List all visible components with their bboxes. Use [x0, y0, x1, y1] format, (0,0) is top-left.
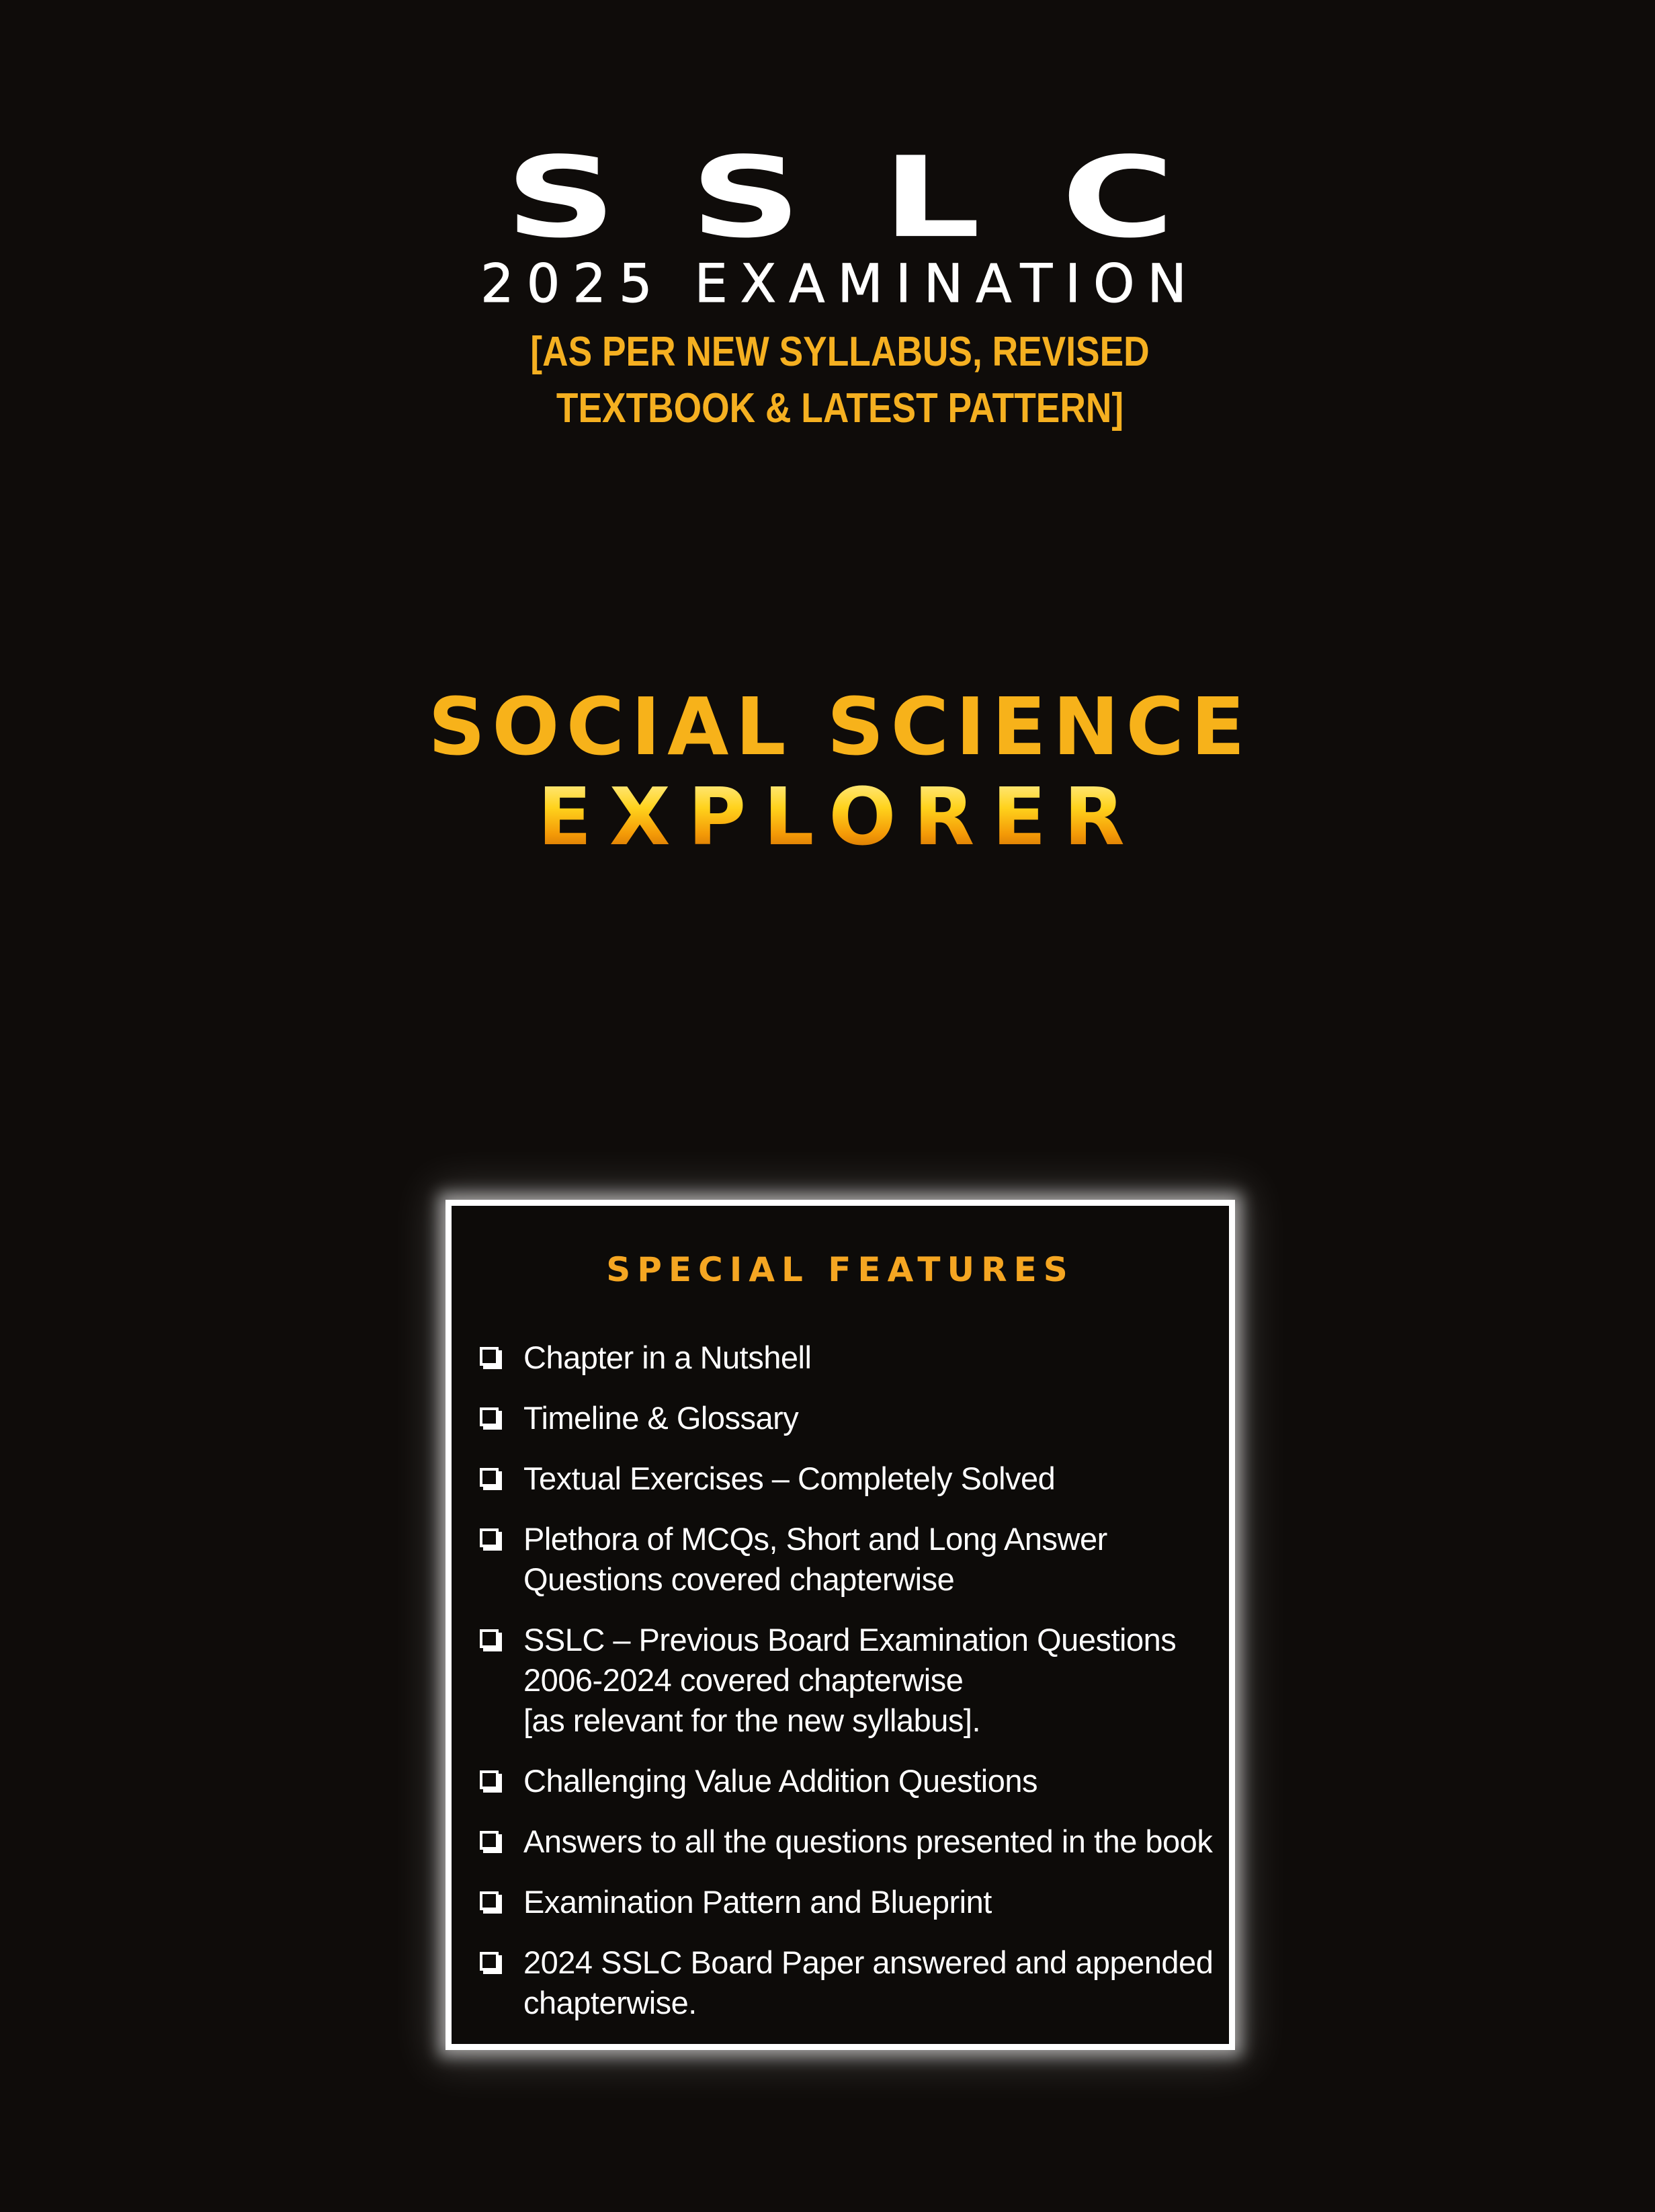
syllabus-note-line-2: TEXTBOOK & LATEST PATTERN]	[556, 385, 1124, 432]
syllabus-note-line-1: [AS PER NEW SYLLABUS, REVISED	[530, 329, 1150, 375]
feature-text: Chapter in a Nutshell	[523, 1340, 812, 1375]
feature-text: Answers to all the questions presented in the book	[523, 1824, 1213, 1859]
checkbox-icon	[480, 1407, 499, 1426]
feature-text: Plethora of MCQs, Short and Long Answer Questions covered chapterwise	[523, 1521, 1107, 1597]
special-features-title: SPECIAL FEATURES	[606, 1250, 1074, 1289]
special-features-box	[445, 1200, 1235, 2050]
feature-item	[478, 1620, 1218, 1741]
checkbox-icon	[480, 1891, 499, 1910]
feature-text: Timeline & Glossary	[523, 1400, 799, 1436]
checkbox-icon	[480, 1347, 499, 1366]
feature-text: Textual Exercises – Completely Solved	[523, 1461, 1056, 1496]
checkbox-icon	[480, 1629, 499, 1648]
checkbox-icon	[480, 1770, 499, 1789]
feature-item	[478, 1761, 1218, 1801]
feature-item	[478, 1821, 1218, 1862]
feature-text: SSLC – Previous Board Examination Questions 2006-2024 covered chapterwise [as relevant for the new syllabus].	[523, 1622, 1177, 1738]
feature-text: 2024 SSLC Board Paper answered and appended chapterwise.	[523, 1944, 1214, 2020]
feature-item	[478, 1398, 1218, 1438]
feature-list	[478, 1338, 1218, 2043]
feature-item	[478, 1459, 1218, 1499]
feature-item	[478, 1519, 1218, 1600]
checkbox-icon	[480, 1468, 499, 1487]
feature-text: Examination Pattern and Blueprint	[523, 1884, 992, 1920]
syllabus-note	[464, 324, 1216, 437]
feature-item	[478, 1942, 1218, 2023]
checkbox-icon	[480, 1952, 499, 1971]
feature-text: Challenging Value Addition Questions	[523, 1763, 1038, 1799]
subject-subtitle: EXPLORER	[403, 773, 1277, 860]
checkbox-icon	[480, 1831, 499, 1850]
feature-item	[478, 1882, 1218, 1922]
subject-title: SOCIAL SCIENCE	[428, 680, 1252, 773]
checkbox-icon	[480, 1528, 499, 1547]
feature-item	[478, 1338, 1218, 1378]
exam-line: 2025 EXAMINATION	[480, 254, 1199, 315]
book-title: SSLC	[505, 133, 1256, 263]
